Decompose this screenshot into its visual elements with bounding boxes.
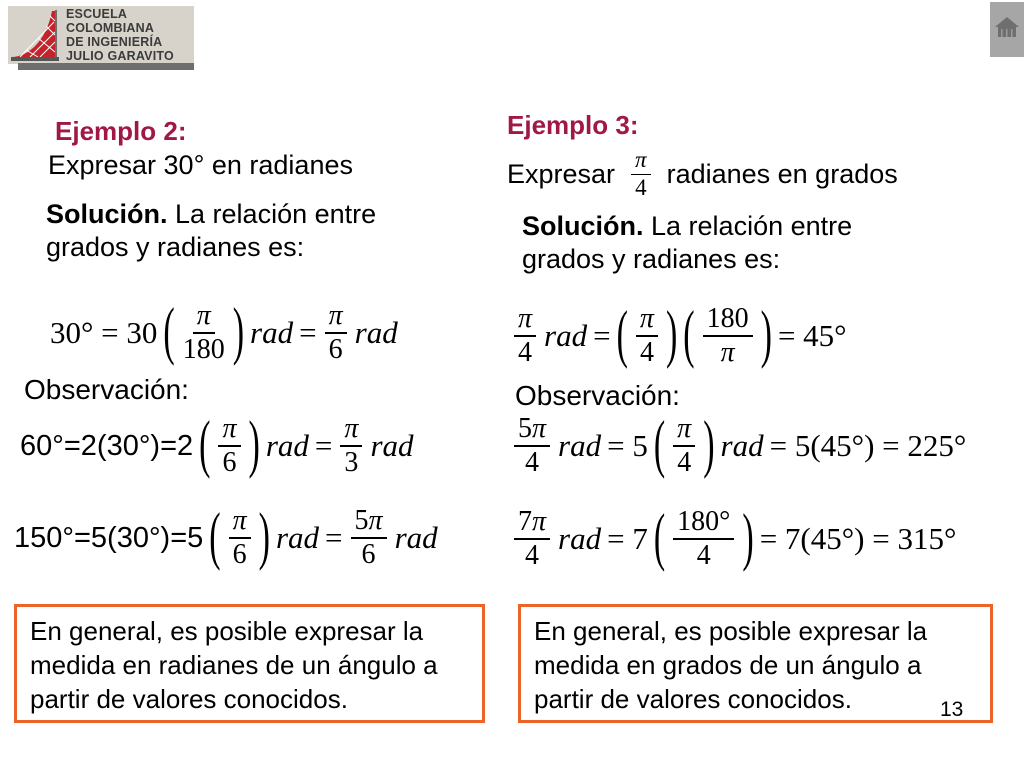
fraction [325, 301, 347, 365]
left-formula-conversion [50, 288, 398, 378]
fraction-numerator [193, 301, 215, 334]
math-text: = 7 [607, 521, 648, 556]
left-paren: ( [616, 299, 628, 371]
fraction [514, 507, 550, 571]
pi-symbol: π [344, 412, 359, 444]
math-text: rad [394, 520, 438, 555]
fraction [351, 506, 387, 570]
left-formula-60deg [20, 402, 414, 490]
left-note-box: En general, es posible expresar la medida en radianes de un ángulo a partir de valores conocidos. [14, 604, 485, 723]
left-solution-paragraph [46, 198, 438, 264]
right-note-box: En general, es posible expresar la medida en grados de un ángulo a partir de valores conocidos. [518, 604, 993, 723]
fraction-numerator [514, 304, 536, 337]
fraction-denominator: 6 [222, 447, 237, 478]
fraction [183, 301, 225, 365]
left-observation-label: Observación: [24, 374, 189, 405]
home-icon [994, 16, 1020, 43]
right-paren: ) [760, 299, 772, 371]
right-observation-label: Observación: [515, 380, 680, 411]
logo-line-2: COLOMBIANA [66, 21, 155, 35]
fraction-numerator: 7π [514, 507, 550, 540]
right-solution-text: La relación entre grados y radianes es: [522, 211, 853, 274]
fraction-denominator: 6 [361, 539, 376, 570]
fraction [340, 414, 362, 478]
right-statement-fraction [629, 148, 653, 201]
fraction-numerator: 5π [514, 414, 550, 447]
fraction-numerator [229, 506, 251, 539]
fraction [703, 304, 753, 368]
left-example-title: Ejemplo 2: [55, 116, 187, 146]
fraction-denominator: 6 [232, 539, 247, 570]
fraction-denominator: 4 [639, 337, 654, 368]
fraction [631, 148, 651, 201]
fraction-numerator [340, 414, 362, 447]
math-text: rad [558, 428, 602, 463]
math-text: rad [354, 315, 398, 350]
pi-symbol: π [532, 412, 547, 444]
right-paren: ) [258, 501, 270, 573]
right-paren: ) [665, 299, 678, 371]
fraction [229, 506, 251, 570]
fraction [673, 414, 695, 478]
fraction-numerator: 180° [673, 507, 734, 540]
pi-symbol: π [232, 504, 247, 536]
fraction [636, 304, 658, 368]
right-solution-label: Solución. [522, 211, 644, 241]
right-formula-7pi4 [512, 492, 956, 586]
math-text: = [299, 315, 317, 350]
math-text: 150°=5(30°)=5 [14, 521, 204, 554]
pi-symbol: π [518, 302, 533, 334]
fraction-denominator: 4 [635, 174, 647, 200]
math-text: = 5 [607, 428, 648, 463]
pi-symbol: π [639, 302, 654, 334]
math-text: rad [275, 520, 320, 555]
fraction-denominator: 4 [696, 540, 711, 571]
fraction-numerator [325, 301, 347, 334]
pi-symbol: π [368, 504, 383, 536]
right-solution-paragraph [522, 210, 914, 276]
school-logo [8, 6, 194, 64]
right-paren: ) [703, 409, 715, 481]
pi-symbol: π [532, 505, 547, 537]
right-example-title: Ejemplo 3: [507, 110, 639, 140]
fraction-denominator: 4 [525, 540, 540, 571]
fraction-denominator: 6 [328, 334, 343, 365]
math-text: = [325, 520, 343, 555]
left-paren: ( [199, 409, 211, 481]
math-text: = 45° [777, 318, 847, 353]
left-problem-statement: Expresar 30° en radianes [48, 150, 353, 180]
fraction-numerator: 180 [703, 304, 753, 337]
math-text: = [593, 318, 611, 353]
fraction [218, 414, 240, 478]
fraction-denominator [721, 337, 735, 368]
right-paren: ) [248, 409, 260, 481]
math-text: rad [544, 318, 588, 353]
left-paren: ( [209, 501, 221, 573]
fraction-denominator: 4 [525, 447, 540, 478]
left-paren: ( [683, 299, 695, 371]
left-paren: ( [163, 296, 175, 368]
fraction-denominator: 180 [182, 334, 225, 365]
math-text: rad [720, 428, 764, 463]
fraction-denominator: 4 [677, 447, 692, 478]
fraction-numerator [673, 414, 695, 447]
pi-symbol: π [720, 337, 735, 368]
right-statement-prefix: Expresar [507, 158, 616, 189]
right-statement-suffix: radianes en grados [666, 158, 898, 189]
fraction-numerator [636, 304, 658, 337]
right-formula-5pi4 [512, 404, 966, 488]
right-formula-conversion [512, 288, 847, 384]
math-text: = 7(45°) = 315° [759, 521, 957, 556]
page-number: 13 [940, 698, 964, 721]
right-problem-statement [507, 140, 898, 208]
math-text: rad [370, 428, 414, 463]
fraction [514, 414, 550, 478]
math-text: 30° = 30 [50, 315, 158, 350]
left-solution-label: Solución. [46, 199, 168, 229]
logo-line-4: JULIO GARAVITO [66, 49, 174, 63]
math-text: = [314, 428, 333, 463]
math-text: rad [265, 428, 309, 463]
pi-symbol: π [196, 299, 211, 331]
right-paren: ) [232, 296, 245, 368]
fraction-denominator: 3 [344, 447, 359, 478]
left-formula-150deg [14, 494, 438, 582]
tower-logo-icon [10, 8, 62, 62]
logo-line-1: ESCUELA [66, 7, 128, 21]
fraction-numerator: 5π [351, 506, 387, 539]
fraction-denominator: 4 [518, 337, 533, 368]
pi-symbol: π [222, 412, 237, 444]
pi-symbol: π [328, 299, 343, 331]
math-text: rad [250, 315, 294, 350]
fraction-numerator [631, 148, 651, 175]
math-text: = 5(45°) = 225° [769, 428, 967, 463]
fraction [514, 304, 536, 368]
logo-baseline-bar [18, 63, 194, 70]
fraction-numerator [218, 414, 240, 447]
left-paren: ( [653, 502, 666, 574]
pi-symbol: π [635, 146, 647, 172]
math-text: rad [558, 521, 602, 556]
logo-text [66, 7, 174, 63]
home-button[interactable] [990, 2, 1024, 57]
right-paren: ) [742, 502, 754, 574]
left-paren: ( [653, 409, 666, 481]
left-solution-text: La relación entre grados y radianes es: [46, 199, 377, 262]
logo-line-3: DE INGENIERÍA [66, 35, 163, 49]
pi-symbol: π [677, 412, 692, 444]
math-text: 60°=2(30°)=2 [20, 429, 194, 462]
fraction [673, 507, 734, 571]
